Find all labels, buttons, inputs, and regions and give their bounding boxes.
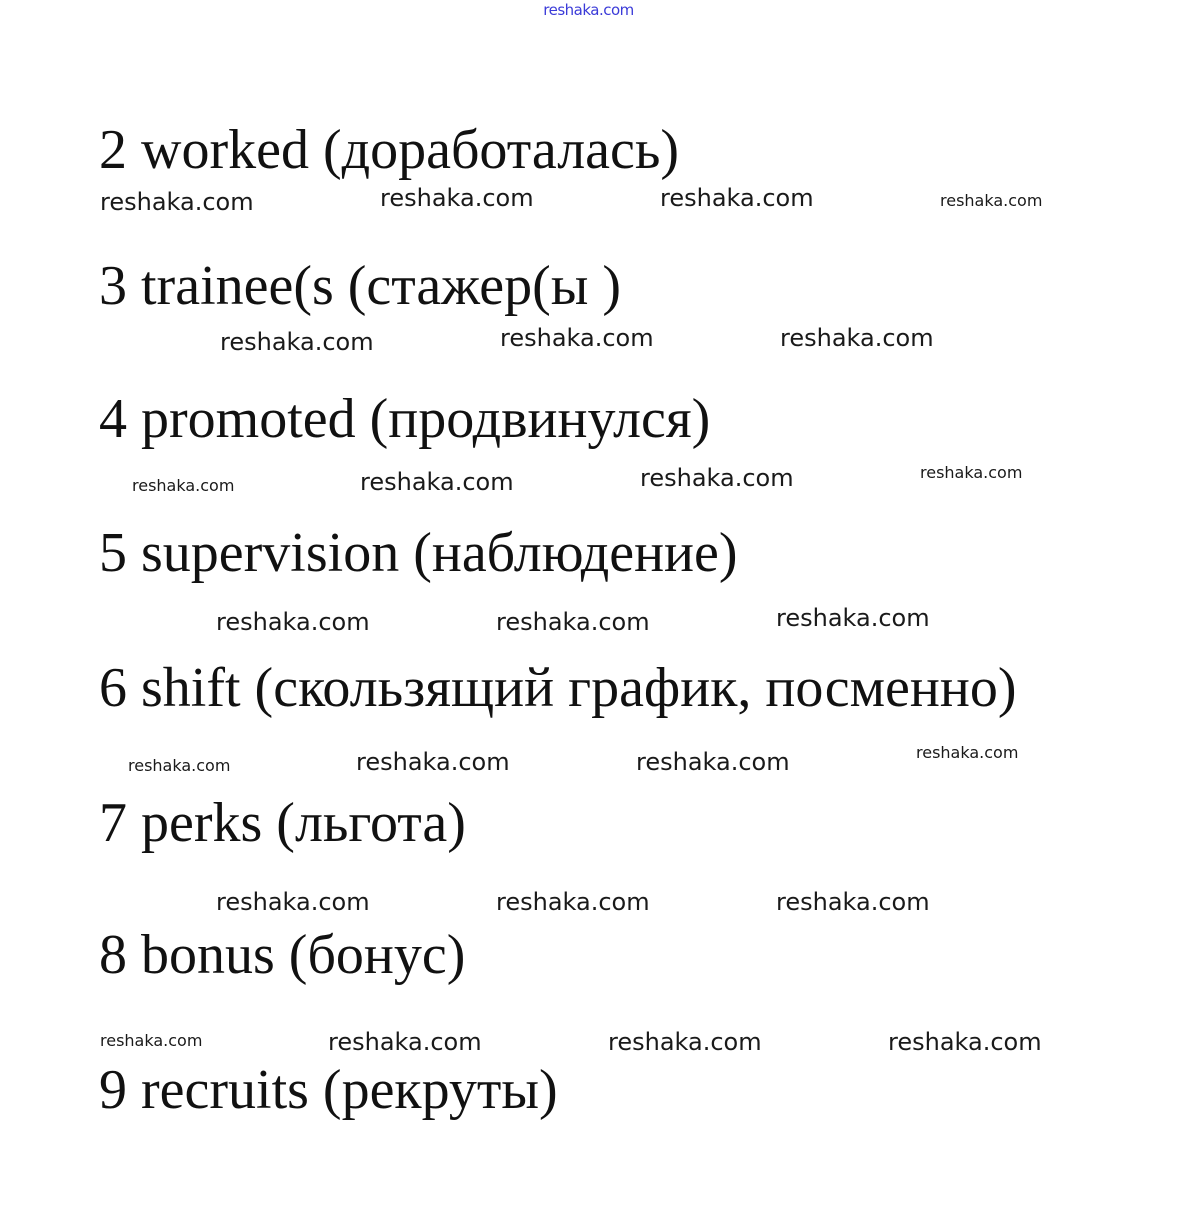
watermark: reshaka.com <box>608 1028 762 1056</box>
answer-line-8: 8 bonus (бонус) <box>99 924 466 986</box>
watermark: reshaka.com <box>500 324 654 352</box>
watermark: reshaka.com <box>128 756 231 775</box>
watermark: reshaka.com <box>132 476 235 495</box>
watermark: reshaka.com <box>356 748 510 776</box>
watermark: reshaka.com <box>216 608 370 636</box>
watermark: reshaka.com <box>216 888 370 916</box>
watermark: reshaka.com <box>776 888 930 916</box>
answer-line-4: 4 promoted (продвинулся) <box>99 388 711 450</box>
watermark: reshaka.com <box>940 191 1043 210</box>
watermark: reshaka.com <box>100 188 254 216</box>
answer-line-2: 2 worked (доработалась) <box>99 119 680 181</box>
answer-line-6: 6 shift (скользящий график, посменно) <box>99 657 1017 719</box>
watermark: reshaka.com <box>220 328 374 356</box>
watermark: reshaka.com <box>640 464 794 492</box>
site-watermark-header: reshaka.com <box>543 1 634 19</box>
answer-line-5: 5 supervision (наблюдение) <box>99 522 738 584</box>
watermark: reshaka.com <box>636 748 790 776</box>
watermark: reshaka.com <box>780 324 934 352</box>
answer-line-7: 7 perks (льгота) <box>99 792 466 854</box>
watermark: reshaka.com <box>360 468 514 496</box>
watermark: reshaka.com <box>916 743 1019 762</box>
watermark: reshaka.com <box>888 1028 1042 1056</box>
watermark: reshaka.com <box>920 463 1023 482</box>
watermark: reshaka.com <box>776 604 930 632</box>
watermark: reshaka.com <box>328 1028 482 1056</box>
answer-line-9: 9 recruits (рекруты) <box>99 1059 558 1121</box>
watermark: reshaka.com <box>100 1031 203 1050</box>
watermark: reshaka.com <box>496 888 650 916</box>
watermark: reshaka.com <box>496 608 650 636</box>
answer-line-3: 3 trainee(s (стажер(ы ) <box>99 255 622 317</box>
watermark: reshaka.com <box>380 184 534 212</box>
watermark: reshaka.com <box>660 184 814 212</box>
